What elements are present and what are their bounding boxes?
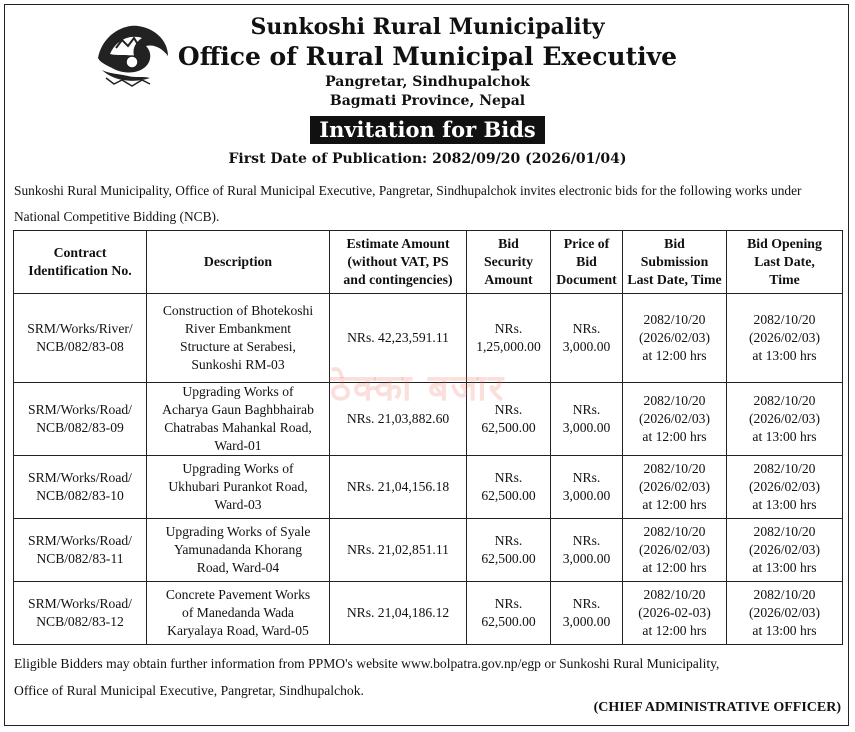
cell-estimate: NRs. 21,02,851.11 [330, 519, 467, 582]
address-line-2: Bagmati Province, Nepal [329, 93, 526, 109]
cell-price: NRs. 3,000.00 [551, 294, 623, 383]
cell-opening: 2082/10/20 (2026/02/03) at 13:00 hrs [727, 456, 843, 519]
cell-contract-id: SRM/Works/Road/ NCB/082/83-11 [14, 519, 147, 582]
cell-submission: 2082/10/20 (2026/02/03) at 12:00 hrs [623, 519, 727, 582]
cell-contract-id: SRM/Works/River/ NCB/082/83-08 [14, 294, 147, 383]
cell-description: Concrete Pavement Works of Manedanda Wada Karyalaya Road, Ward-05 [147, 582, 330, 645]
cell-description: Upgrading Works of Acharya Gaun Baghbhairab Chatrabas Mahankal Road, Ward-01 [147, 383, 330, 456]
cell-submission: 2082/10/20 (2026/02/03) at 12:00 hrs [623, 456, 727, 519]
cell-opening: 2082/10/20 (2026/02/03) at 13:00 hrs [727, 383, 843, 456]
header-bid-security: Bid Security Amount [467, 231, 551, 294]
bids-table [13, 230, 843, 645]
cell-price: NRs. 3,000.00 [551, 383, 623, 456]
notice-title: Invitation for Bids [310, 116, 545, 144]
cell-bid-security: NRs. 62,500.00 [467, 582, 551, 645]
municipality-name: Sunkoshi Rural Municipality [250, 14, 605, 40]
cell-opening: 2082/10/20 (2026/02/03) at 13:00 hrs [727, 519, 843, 582]
cell-submission: 2082/10/20 (2026-02-03) at 12:00 hrs [623, 582, 727, 645]
signer-title: (CHIEF ADMINISTRATIVE OFFICER) [593, 700, 841, 715]
cell-price: NRs. 3,000.00 [551, 456, 623, 519]
footer-info-line-1: Eligible Bidders may obtain further information from PPMO's website www.bolpatra.gov.np/egp or Sunkoshi Rural Municipality, [14, 656, 720, 671]
cell-submission: 2082/10/20 (2026/02/03) at 12:00 hrs [623, 294, 727, 383]
address-line-1: Pangretar, Sindhupalchok [325, 74, 530, 90]
cell-submission: 2082/10/20 (2026/02/03) at 12:00 hrs [623, 383, 727, 456]
cell-estimate: NRs. 21,04,156.18 [330, 456, 467, 519]
table-row [14, 456, 843, 519]
cell-bid-security: NRs. 1,25,000.00 [467, 294, 551, 383]
cell-description: Upgrading Works of Syale Yamunadanda Khorang Road, Ward-04 [147, 519, 330, 582]
table-row [14, 519, 843, 582]
cell-opening: 2082/10/20 (2026/02/03) at 13:00 hrs [727, 294, 843, 383]
cell-contract-id: SRM/Works/Road/ NCB/082/83-10 [14, 456, 147, 519]
header-description: Description [147, 231, 330, 294]
cell-estimate: NRs. 42,23,591.11 [330, 294, 467, 383]
header-submission: Bid Submission Last Date, Time [623, 231, 727, 294]
header-price: Price of Bid Document [551, 231, 623, 294]
cell-bid-security: NRs. 62,500.00 [467, 519, 551, 582]
office-name: Office of Rural Municipal Executive [177, 42, 678, 71]
header-estimate: Estimate Amount (without VAT, PS and contingencies) [330, 231, 467, 294]
cell-contract-id: SRM/Works/Road/ NCB/082/83-12 [14, 582, 147, 645]
cell-bid-security: NRs. 62,500.00 [467, 456, 551, 519]
cell-estimate: NRs. 21,03,882.60 [330, 383, 467, 456]
cell-bid-security: NRs. 62,500.00 [467, 383, 551, 456]
cell-opening: 2082/10/20 (2026/02/03) at 13:00 hrs [727, 582, 843, 645]
cell-description: Upgrading Works of Ukhubari Purankot Road, Ward-03 [147, 456, 330, 519]
header-contract-id: Contract Identification No. [14, 231, 147, 294]
cell-contract-id: SRM/Works/Road/ NCB/082/83-09 [14, 383, 147, 456]
watermark: ठेक्का बजार [330, 368, 506, 409]
cell-price: NRs. 3,000.00 [551, 519, 623, 582]
publication-date: First Date of Publication: 2082/09/20 (2026/01/04) [228, 151, 627, 167]
cell-description: Construction of Bhotekoshi River Embankment Structure at Serabesi, Sunkoshi RM-03 [147, 294, 330, 383]
notice-title-wrap [0, 116, 855, 144]
footer-info-line-2: Office of Rural Municipal Executive, Pangretar, Sindhupalchok. [14, 683, 364, 698]
table-header-row [14, 231, 843, 294]
intro-paragraph: Sunkoshi Rural Municipality, Office of Rural Municipal Executive, Pangretar, Sindhupalchok invites electronic bids for the following works under National Competitive Bidding (NCB). [14, 183, 802, 224]
cell-estimate: NRs. 21,04,186.12 [330, 582, 467, 645]
table-row [14, 582, 843, 645]
cell-price: NRs. 3,000.00 [551, 582, 623, 645]
header-opening: Bid Opening Last Date, Time [727, 231, 843, 294]
